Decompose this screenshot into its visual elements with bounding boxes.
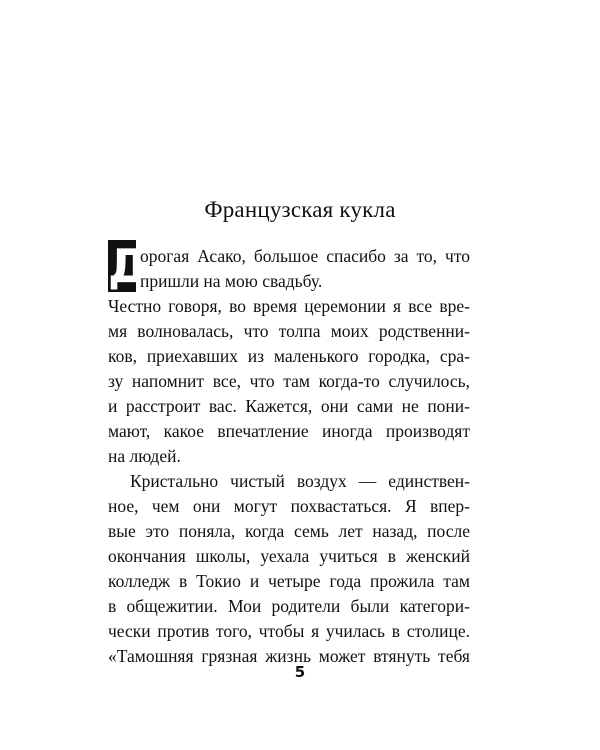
text-line: мают, какое впечатление иногда производят [108,421,470,441]
text-line: «Тамошняя грязная жизнь может втянуть тебя [108,646,470,666]
chapter-title: Французская кукла [204,197,396,222]
drop-cap-letter: Д [108,239,149,293]
text-line: и расстроит вас. Кажется, они сами не пони- [108,396,470,416]
text-line: ное, чем они могут похвастаться. Я впер- [108,496,470,516]
text-line: на людей. [108,446,181,466]
text-line: колледж в Токио и четыре года прожила там [108,571,470,591]
text-line: чески против того, чтобы я училась в столице. [108,621,470,641]
text-line: в общежитии. Мои родители были категори- [108,596,470,616]
page-number: 5 [294,663,306,681]
text-line: мя волновалась, что толпа моих родственни- [108,321,470,341]
text-line: зу напомнит все, что там когда-то случилось, [108,371,470,391]
text-line: ков, приехавших из маленького городка, сра- [108,346,470,366]
text-line: пришли на мою свадьбу. [140,271,323,291]
text-line: окончания школы, уехала учиться в женский [108,546,470,566]
text-line: Честно говоря, во время церемонии я все вре- [108,296,470,316]
text-line: орогая Асако, большое спасибо за то, что [140,246,470,266]
text-line: вые это поняла, когда семь лет назад, после [108,521,470,541]
text-line: Кристально чистый воздух — единствен- [130,471,470,491]
